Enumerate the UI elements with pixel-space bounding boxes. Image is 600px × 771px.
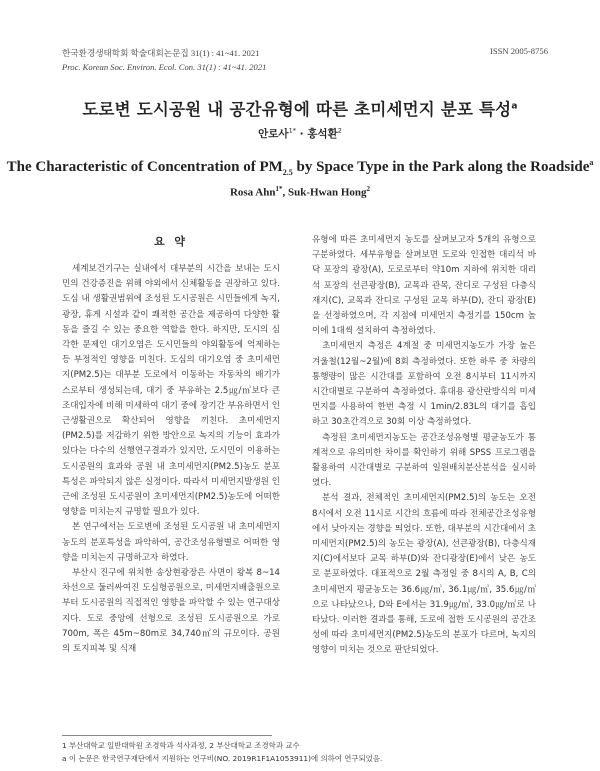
author2-en: Suk-Hwan Hong xyxy=(287,186,367,199)
author-sep-kr: · xyxy=(295,128,308,140)
title-en-mark: a xyxy=(589,158,594,167)
paragraph: 초미세먼지 측정은 4계절 중 미세먼지농도가 가장 높은 겨울철(12월~2월)에 8회 측정하였다. 또한 하루 중 차량의 통행량이 많은 시간대를 포함하여 오전 8시부터 11시까지 시간대별로 구분하여 측정하였다. 휴대용 광산란방식의 미세먼지를 사용하여 한번 측정 시 1min/2.83L의 대기를 흡입하고 30초간격으로 30회 이상 측정하였다. xyxy=(312,341,536,428)
title-english xyxy=(0,158,600,177)
paragraph: 측정된 초미세먼지농도는 공간조성유형별 평균농도가 통계적으로 유의미한 차이를 확인하기 위해 SPSS 프로그램을 활용하여 시간대별로 구분하여 일원배치분산분석을 실시하였다. xyxy=(312,432,536,489)
title-en-sub: 2.5 xyxy=(282,168,293,177)
title-en-pre: The Characteristic of Concentration of PM xyxy=(6,159,283,175)
journal-citation-kr: 한국환경생태학회 학술대회논문집 31(1) : 41~41. 2021 xyxy=(62,48,260,58)
author1-kr: 안로사 xyxy=(258,128,289,140)
author1-kr-sup: 1* xyxy=(288,126,296,135)
title-korean-text: 도로변 도시공원 내 공간유형에 따른 초미세먼지 분포 특성 xyxy=(82,100,512,119)
right-column xyxy=(312,233,536,659)
paragraph: 본 연구에서는 도로변에 조성된 도시공원 내 초미세먼지농도의 분포특성을 파악하여, 공간조성유형별로 어떠한 영향을 미치는지 규명하고자 하였다. xyxy=(62,522,280,563)
title-en-post: by Space Type in the Park along the Roadside xyxy=(292,159,590,175)
issn-label: ISSN 2005-8756 xyxy=(489,46,548,56)
footnote-divider xyxy=(62,735,272,736)
paragraph: 분석 결과, 전체적인 초미세먼지(PM2.5)의 농도는 오전 8시에서 오전 11시로 시간의 흐름에 따라 전체공간조성유형에서 낮아지는 경향을 띄었다. 또한, 대부분의 시간대에서 초미세먼지(PM2.5)의 농도는 광장(A), 선큰광장(B), 다층식재지(C)에서보다 교목 하부(D)와 잔디광장(E)에서 낮은 농도로 분포하였다. 대표적으로 2월 측정일 중 8시의 A, B, C의 초미세먼지 평균농도는 36.6㎍/㎥, 36.1㎍/㎥, 35.6㎍/㎥으로 나타났으나, D와 E에서는 31.9㎍/㎥, 33.0㎍/㎥로 나타났다. 이러한 결과를 통해, 도로에 접한 도시공원의 공간조성에 따라 초미세먼지(PM2.5)농도의 분포가 다르며, 녹지의 영향이 미치는 것으로 판단되었다. xyxy=(312,493,536,656)
authors-english xyxy=(0,185,600,199)
author2-kr: 홍석환 xyxy=(307,128,338,140)
author-sep-en: , xyxy=(282,186,288,199)
title-korean xyxy=(0,96,600,120)
paragraph: 세계보건기구는 실내에서 대부분의 시간을 보내는 도시민의 건강증진을 위해 야외에서 신체활동을 권장하고 있다. 도심 내 생활권범위에 조성된 도시공원은 시민들에게 녹지, 광장, 휴게 시설과 같이 쾌적한 공간을 제공하여 다양한 활동을 즐길 수 있는 중요한 역할을 한다. 하지만, 도시의 심각한 문제인 대기오염은 도시민들의 야외활동에 억제하는 등 부정적인 영향을 미친다. 도심의 대기오염 중 초미세먼지(PM2.5)는 대부분 도로에서 이동하는 자동차의 배기가스로부터 생성되는데, 대기 중 부유하는 2.5㎍/㎥보다 큰 조대입자에 비해 미세하여 대기 중에 장기간 부유하면서 인근생활권으로 확산되어 영향을 끼친다. 초미세먼지(PM2.5)를 저감하기 위한 방안으로 녹지의 기능이 효과가 있다는 다수의 선행연구결과가 있지만, 도시민이 이용하는 도시공원의 효과와 공원 내 초미세먼지(PM2.5)농도 분포특성은 파악되지 않은 실정이다. 따라서 미세먼지발생원 인근에 조성된 도시공원이 초미세먼지(PM2.5)농도에 어떠한 영향을 미치는지 규명할 필요가 있다. xyxy=(62,264,280,518)
author1-en: Rosa Ahn xyxy=(229,186,276,199)
footnote-affiliations: 1 부산대학교 일반대학원 조경학과 석사과정, 2 부산대학교 조경학과 교수 xyxy=(62,741,300,750)
journal-citation-en: Proc. Korean Soc. Environ. Ecol. Con. 31(1) : 41~41. 2021 xyxy=(62,62,267,72)
left-column xyxy=(62,262,280,657)
author2-kr-sup: 2 xyxy=(337,126,342,135)
title-korean-mark: a xyxy=(511,101,518,112)
authors-korean xyxy=(0,126,600,141)
paragraph: 부산시 진구에 위치한 송상현광장은 사면이 왕복 8~14차선으로 둘러싸여진 도심형공원으로, 미세먼지배출원으로부터 도시공원의 직접적인 영향을 파악할 수 있는 연구대상지다. 도로 중앙에 선형으로 조성된 도시공원으로 가로 700m, 폭은 45m~80m로 34,740㎡의 규모이다. 공원의 토지피복 및 식재 xyxy=(62,568,280,655)
footnote-funding: a 이 논문은 한국연구재단에서 지원하는 연구비(NO. 2019R1F1A1053911)에 의하여 연구되었음. xyxy=(62,754,383,763)
abstract-heading: 요 약 xyxy=(153,235,189,248)
author1-en-sup: 1* xyxy=(275,185,283,193)
author2-en-sup: 2 xyxy=(366,185,371,193)
journal-header xyxy=(62,46,266,74)
paragraph: 유형에 따른 초미세먼지 농도를 살펴보고자 5개의 유형으로 구분하였다. 세부유형을 살펴보면 도로와 인접한 대리석 바닥 포장의 광장(A), 도로로부터 약10m 지하에 위치한 대리석 포장의 선큰광장(B), 교목과 관목, 잔디로 구성된 다층식재지(C), 교목과 잔디로 구성된 교목 하부(D), 잔디 광장(E)을 선정하였으며, 각 지점에 미세먼지 측정기를 150cm 높이에 1대씩 설치하여 측정하였다. xyxy=(312,235,536,337)
